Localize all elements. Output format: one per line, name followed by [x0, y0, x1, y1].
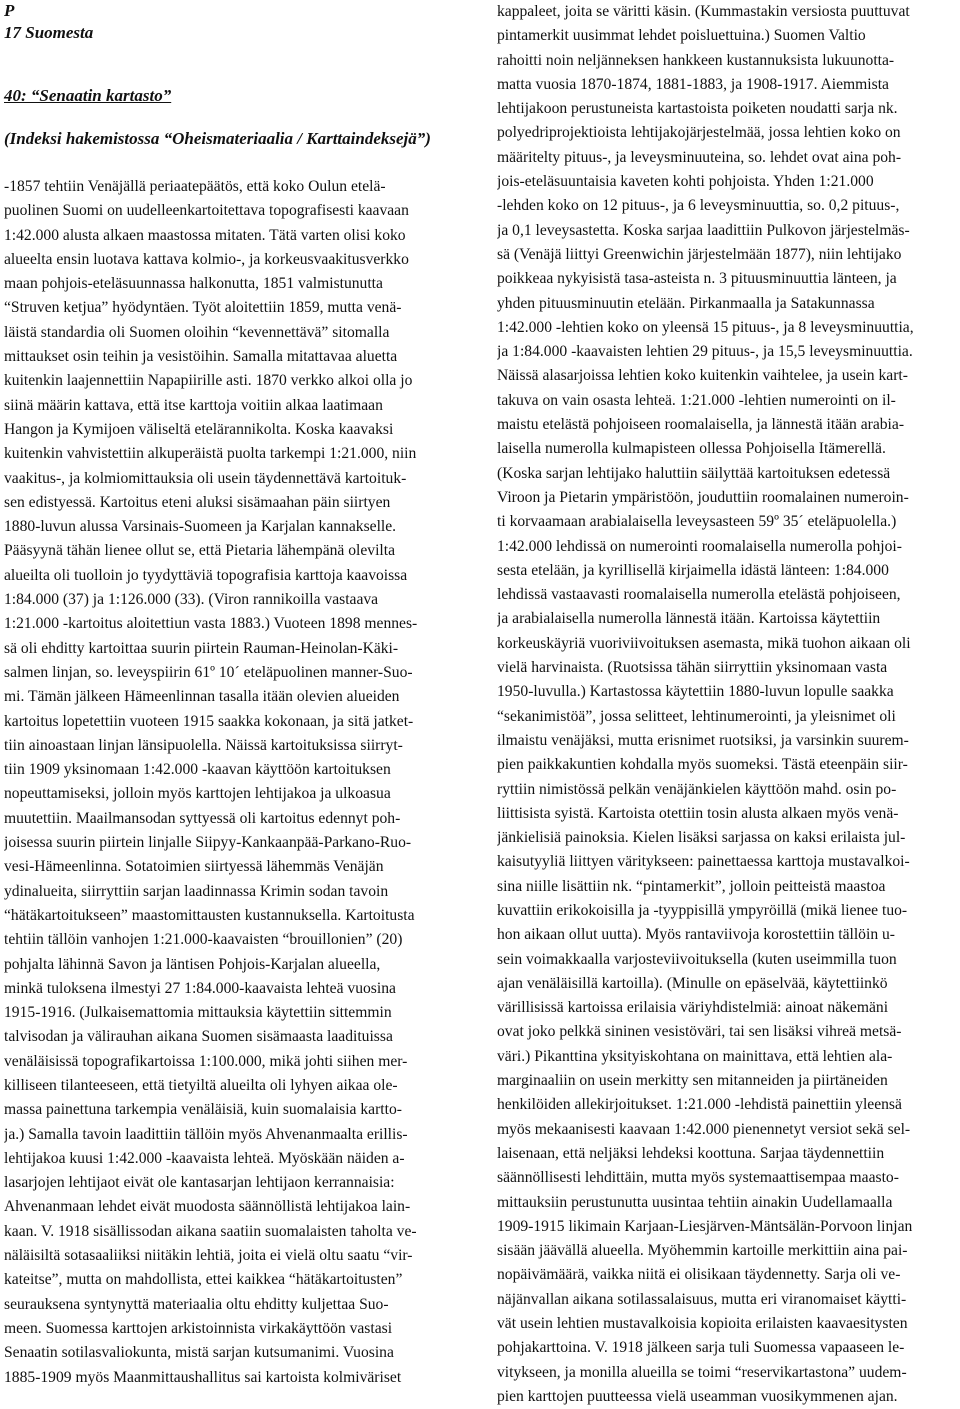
section-subtitle: (Indeksi hakemistossa “Oheismateriaalia / Karttaindeksejä”) [4, 129, 431, 148]
text-line: Hangon ja Kymijoen väliseltä etelärannikolta. Koska kaavaksi [4, 420, 394, 438]
text-line: kaisutyyliä liittyen väritykseen: painettaessa karttoja mustavalkoi- [497, 853, 910, 871]
text-line: pien paikkakuntien kohdalla myös suomeksi. Tästä eteenpäin siir- [497, 756, 908, 774]
text-line: sä (Venäjä liittyi Greenwichin järjestelmään 1877), niin lehtijako [497, 245, 902, 263]
text-line: tiin ainoastaan linjan länsipuolella. Näissä kartoituksissa siirryt- [4, 736, 403, 754]
text-line: vielä harvinaista. (Ruotsissa tähän siirryttiin yksinomaan vasta [497, 659, 888, 677]
text-line: kuitenkin laajennettiin Napapiirille asti. 1870 verkko alkoi olla jo [4, 372, 413, 390]
text-line: sisään jäävällä alueella. Myöhemmin kartoille merkittiin aina pai- [497, 1242, 908, 1260]
text-line: näjänvallan aikana sotilassalaisuus, mutta eri viranomaiset käytti- [497, 1290, 907, 1308]
text-line: ja arabialaisella numerolla lännestä itään. Kartoissa käytettiin [497, 610, 881, 628]
text-line: värillisissä kartoissa erilaisia väriyhdistelmiä: ainoat näkemäni [497, 999, 889, 1017]
text-line: Näissä alasarjoissa lehtien koko kuitenkin vaihtelee, ja usein kart- [497, 367, 908, 385]
text-line: henkilöiden allekirjoitukset. 1:21.000 -lehdistä painettiin yleensä [497, 1096, 902, 1114]
text-line: minkä tuloksena ilmestyi 27 1:84.000-kaavaista lehteä vuosina [4, 979, 396, 997]
text-line: tehtiin tällöin vanhojen 1:21.000-kaavaisten “brouillonien” (20) [4, 931, 403, 949]
text-line: (Koska sarjan lehtijako haluttiin säilyttää kartoituksen edetessä [497, 464, 891, 482]
text-line: ja 0,1 leveysastetta. Koska sarjaa laadittiin Pulkovon järjestelmäs- [497, 221, 910, 239]
text-line: matta vuosia 1870-1874, 1881-1883, ja 1908-1917. Aiemmista [497, 75, 889, 93]
text-line: vitykseen, ja monilla alueilla se toimi “reservikartastona” uudem- [497, 1363, 907, 1381]
text-line: ilmaistu venäjäksi, mutta erisnimet ruotsiksi, ja varsinkin suurem- [497, 731, 909, 749]
text-line: korkeuskäyriä vuoriviivoituksen asemasta, mikä tuohon aikaan oli [497, 634, 911, 652]
text-line: vät usein lehtien mustavalkoisia kopioita erilaisten kaavaesitysten [497, 1315, 908, 1333]
header-letter: P [4, 1, 15, 20]
text-line: maistu etelästä pohjoiseen roomalaisella, ja lännestä itään arabia- [497, 416, 905, 434]
text-line: mi. Tämän jälkeen Hämeenlinnan tasalla itään olevien alueiden [4, 688, 400, 706]
text-line: alueelta ensin luotava kattava kolmio-, ja korkeusvaakitusverkko [4, 250, 409, 268]
text-line: jänkielisiä painoksia. Kielen lisäksi sarjassa on kaksi erilaista jul- [497, 829, 906, 847]
text-line: alueilta oli tuolloin jo tyydyttäviä topografisia karttoja kaavoissa [4, 566, 408, 584]
text-line: Ahvenanmaan lehdet eivät muodosta säännöllistä lehtijakoa lain- [4, 1198, 411, 1216]
text-line: läistä standardia oli Suomen oloihin “kevennettävä” sitomalla [4, 323, 390, 341]
text-line: siinä määrin kattava, että itse karttoja voitiin alkaa laatimaan [4, 396, 383, 414]
text-line: meen. Suomessa karttojen arkistoinnista virkakäyttöön vastasi [4, 1319, 393, 1337]
text-line: vaakitus-, ja kolmiomittauksia oli usein täydennettävä kartoituk- [4, 469, 407, 487]
text-line: 1:42.000 lehdissä on numerointi roomalaisella numerolla pohjoi- [497, 537, 902, 555]
text-line: 1:42.000 alusta alkaen maastossa mitaten. Tätä varten olisi koko [4, 226, 406, 244]
text-line: Senaatin sotilasvaliokunta, mistä sarjan kutsumanimi. Vuosina [4, 1344, 394, 1362]
text-line: venäläisissä topografikartoissa 1:100.000, mikä johti siihen mer- [4, 1052, 408, 1070]
text-line: 1:42.000 -lehtien koko on yleensä 15 pituus-, ja 8 leveysminuuttia, [497, 318, 914, 336]
text-line: väri.) Pikanttina yksityiskohtana on mainittava, että lehtien ala- [497, 1047, 893, 1065]
text-line: -1857 tehtiin Venäjällä periaatepäätös, että koko Oulun etelä- [4, 178, 386, 195]
text-line: 1885-1909 myös Maanmittaushallitus sai kartoista kolmiväriset [4, 1368, 402, 1386]
text-line: ja 1:84.000 -kaavaisten lehtien 29 pituus-, ja 15,5 leveysminuuttia. [497, 343, 913, 361]
text-line: maan pohjois-eteläsuunnassa halkonutta, 1851 valmistunutta [4, 275, 383, 293]
text-line: lehdissä vastaavasti roomalaisella numerolla etelästä pohjoiseen, [497, 586, 901, 604]
text-line: ajan venäläisillä kartoilla). (Minulle on epäselvää, käytettiinkö [497, 974, 888, 992]
text-line: ja.) Samalla tavoin laadittiin tällöin myös Ahvenanmaalta erillis- [4, 1125, 408, 1143]
text-line: liittisista syistä. Kartoista otettiin tosin alusta alkaen myös venä- [497, 804, 899, 822]
text-line: “hätäkartoitukseen” maastomittausten kustannuksella. Kartoitusta [4, 906, 415, 924]
text-line: nopeuttamiseksi, jolloin myös karttojen lehtijakoa ja ulkoasua [4, 785, 391, 803]
text-line: sina niille lisättiin nk. “pintamerkit”, jolloin peitteistä maastoa [497, 877, 886, 895]
text-line: kuvattiin erikokoisilla ja -tyyppisillä ympyröillä (mikä lienee tuo- [497, 901, 908, 919]
text-line: joisessa suurin piirtein linjalle Siipyy-Kankaanpää-Parkano-Ruo- [4, 834, 412, 852]
text-line: tiin 1909 yksinomaan 1:42.000 -kaavan käyttöön kartoituksen [4, 761, 391, 779]
text-line: näläisiltä sotasaaliiksi niitäkin lehtiä, joita ei vielä oltu saatu “vir- [4, 1247, 413, 1265]
text-line: myös mekaanisesti kaavaan 1:42.000 pienennetyt versiot sekä sel- [497, 1120, 911, 1138]
text-line: 1:84.000 (37) ja 1:126.000 (33). (Viron rannikoilla vastaava [4, 591, 379, 609]
text-line: säännöllisesti lehdittäin, mutta myös systemaattisempaa maasto- [497, 1169, 899, 1187]
text-line: Viroon ja Pietarin ympäristöön, jouduttiin roomalainen numeroin- [497, 488, 909, 506]
text-line: poikkeaa nykyisistä tasa-asteista n. 3 pituusminuuttia länteen, ja [497, 270, 897, 288]
text-line: Pääsyynä tähän lienee ollut se, että Pietaria lähempänä olevilta [4, 542, 395, 560]
right-text-column [497, 0, 959, 1409]
text-line: 1915-1916. (Julkaisemattomia mittauksia käytettiin sittemmin [4, 1004, 392, 1022]
text-line: nopäivämäärä, vaikka niitä ei olisikaan täydennetty. Sarja oli ve- [497, 1266, 901, 1284]
text-line: pintamerkit uusimmat lehdet poisluettuina.) Suomen Valtio [497, 27, 866, 45]
text-line: kaan. V. 1918 sisällissodan aikana saatiin suomalaisten taholta ve- [4, 1222, 417, 1240]
text-line: sein voimakkaalla varjosteviivoituksella (kuten useimmilla tuon [497, 950, 897, 968]
text-line: laisella numerolla kulmapisteen ollessa Pohjoisella Itämerellä. [497, 440, 886, 458]
text-line: sä oli ehditty kartoittaa suurin piirtein Rauman-Heinolan-Käki- [4, 639, 399, 657]
text-line: -lehden koko on 12 pituus-, ja 6 leveysminuuttia, so. 0,2 pituus-, [497, 197, 900, 215]
section-title: 40: “Senaatin kartasto” [4, 86, 172, 105]
text-line: rahoitti noin neljänneksen hankkeen kustannuksista lukuunotta- [497, 51, 895, 69]
text-line: pohjakarttoina. V. 1918 jälkeen sarja tuli Suomessa vapaaseen le- [497, 1339, 905, 1357]
text-line: ydinalueita, siirryttiin sarjan laadinnassa Krimin sodan tavoin [4, 882, 389, 900]
text-line: ti korvaamaan arabialaisella leveysasteen 59º 35´ eteläpuolella.) [497, 513, 897, 531]
text-line: lasarjojen lehtijaot eivät ole kantasarjan lehtijaon kerrannaisia: [4, 1174, 395, 1192]
text-line: ryttiin nimistössä pelkän venäjänkielen käyttöön mahd. osin po- [497, 780, 897, 798]
text-line: salmen linjan, so. leveyspiirin 61º 10´ eteläpuolinen manner-Suo- [4, 663, 413, 681]
text-line: kuitenkin vahvistettiin alkuperäistä puolta tarkempi 1:21.000, niin [4, 445, 417, 463]
text-line: polyedriprojektioista lehtijakojärjestelmää, jossa lehtien koko on [497, 124, 901, 142]
text-line: killiseen tilanteeseen, että tietyiltä alueilta oli lyhyen aikaa ole- [4, 1076, 398, 1094]
text-line: pien karttojen puutteessa vielä useamman vuosikymmenen ajan. [497, 1387, 898, 1405]
text-line: “Struven ketjua” hyödyntäen. Työt aloitettiin 1859, mutta venä- [4, 299, 402, 317]
text-line: muutettiin. Maailmansodan syttyessä oli kartoitus edennyt poh- [4, 809, 401, 827]
text-line: 1950-luvulla.) Kartastossa käytettiin 1880-luvun lopulle saakka [497, 683, 894, 701]
text-line: puolinen Suomi on uudelleenkartoitettava topografisesti kaavaan [4, 202, 409, 220]
header-subtitle: 17 Suomesta [4, 23, 94, 42]
text-line: jois-eteläsuuntaisia kaveten kohti pohjoista. Yhden 1:21.000 [497, 173, 874, 191]
text-line: hon aikaan ollut uutta). Myös rantaviivoja korostettiin tällöin u- [497, 926, 895, 944]
text-line: lehtijakoa kuusi 1:42.000 -kaavaista lehteä. Myöskään näiden a- [4, 1149, 405, 1167]
text-line: kappaleet, joita se väritti käsin. (Kummastakin versiosta puuttuvat [497, 3, 910, 20]
text-line: ovat joko pelkkä sininen vesistöväri, tai sen lisäksi vihreä metsä- [497, 1023, 902, 1041]
left-text-column [4, 175, 462, 1390]
text-line: vesi-Hämeenlinna. Sotatoimien siirtyessä lähemmäs Venäjän [4, 858, 384, 876]
text-line: takuva on vain osasta lehteä. 1:21.000 -lehtien numerointi on il- [497, 391, 896, 409]
text-line: sesta etelään, ja kyrillisellä kirjaimella idästä länteen: 1:84.000 [497, 561, 889, 579]
text-line: “sekanimistöä”, jossa selitteet, lehtinumerointi, ja yleisnimet oli [497, 707, 896, 725]
text-line: 1909-1915 likimain Karjaan-Liesjärven-Mäntsälän-Porvoon linjan [497, 1217, 913, 1235]
text-line: 1880-luvun alussa Varsinais-Suomeen ja Karjalan kannakselle. [4, 518, 397, 536]
text-line: seurauksena syntynyttä materiaalia oltu ehditty kuljettaa Suo- [4, 1295, 389, 1313]
text-line: määritelty pituus-, ja leveysminuuteina, so. lehdet ovat aina poh- [497, 148, 902, 166]
text-line: mittauksiin perustunutta uusintaa tehtiin ainakin Uudellamaalla [497, 1193, 893, 1211]
text-line: sen edistyessä. Kartoitus eteni aluksi sisämaahan päin siirtyen [4, 493, 391, 511]
text-line: kateitse”, mutta on mahdollista, ettei kaikkea “hätäkartoitusten” [4, 1271, 403, 1289]
text-line: 1:21.000 -kartoitus aloitettiun vasta 1883.) Vuoteen 1898 mennes- [4, 615, 418, 633]
text-line: laisenaan, että neljäksi lehdeksi koottuna. Sarjaa täydennettiin [497, 1144, 885, 1162]
text-line: mittaukset osin teihin ja vesistöihin. Samalla mitattavaa aluetta [4, 348, 398, 366]
text-line: lehtijakoon perustuneista kartastoista poiketen noudatti sarja nk. [497, 100, 898, 118]
text-line: marginaaliin on usein merkitty sen mitanneiden ja piirtäneiden [497, 1072, 888, 1090]
text-line: yhden pituusminuutin etelään. Pirkanmaalla ja Satakunnassa [497, 294, 875, 312]
text-line: talvisodan ja välirauhan aikana Suomen sisämaasta laadituissa [4, 1028, 393, 1046]
text-line: pohjalta lähinnä Savon ja läntisen Pohjois-Karjalan alueella, [4, 955, 381, 973]
page-header [4, 0, 93, 44]
text-line: kartoitus lopetettiin vuoteen 1915 saakka kokonaan, ja sitä jatket- [4, 712, 414, 730]
text-line: massa painettuna tarkempia venäläisiä, kuin suomalaisia kartto- [4, 1101, 402, 1119]
